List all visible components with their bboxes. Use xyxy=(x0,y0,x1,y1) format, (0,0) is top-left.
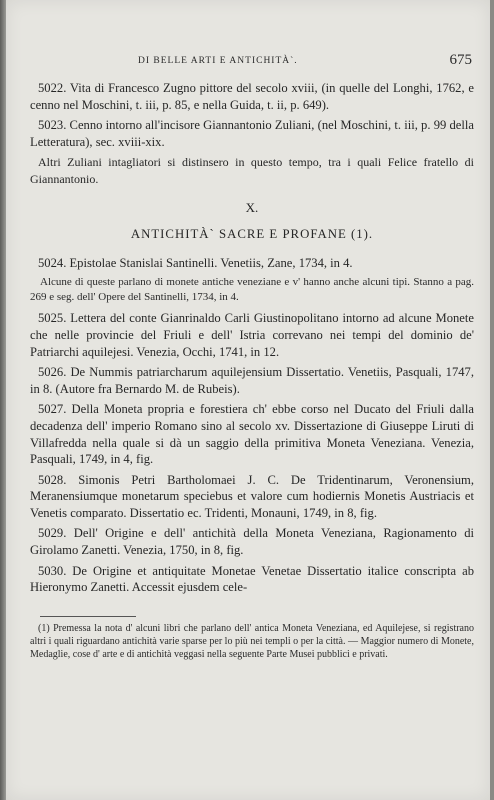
note-zuliani: Altri Zuliani intagliatori si distinsero in questo tempo, tra i quali Felice fratello di Giannantonio. xyxy=(30,155,474,186)
entry-5025: 5025. Lettera del conte Gianrinaldo Carli Giustinopolitano intorno ad alcune Monete che nelle provincie del Friuli e dell' Istria correvano nei tempi del dominio de' Patriarchi aquilejesi. Venezia, Occhi, 1741, in 12. xyxy=(30,311,474,359)
note-5024: Alcune di queste parlano di monete antiche veneziane e v' hanno anche alcuni tipi. Stanno a pag. 269 e seg. dell' Opere del Santinelli, 1734, in 4. xyxy=(30,276,474,303)
entry-5027: 5027. Della Moneta propria e forestiera ch' ebbe corso nel Ducato del Friuli dalla decadenza dell' imperio Romano sino al secolo xv. Dissertazione di Giuseppe Liruti di Villafredda nella quale si dà un saggio della primitiva Moneta Veneziana. Venezia, Pasquali, 1749, in 4, fig. xyxy=(30,402,474,467)
entry-5024: 5024. Epistolae Stanislai Santinelli. Venetiis, Zane, 1734, in 4. xyxy=(38,255,353,270)
section-title: ANTICHITÀ` SACRE E PROFANE (1). xyxy=(130,227,374,242)
footnote: (1) Premessa la nota d' alcuni libri che parlano dell' antica Moneta Veneziana, ed Aquilejese, si registrano altri i quali riguardano antichità varie sparse per lo più nei templi o per la città. — Maggior numero di Monete, Medaglie, cose d' arte e di antichità veggasi nella seguente Parte Musei pubblici e privati. xyxy=(30,623,474,661)
entry-5026: 5026. De Nummis patriarcharum aquilejensium Dissertatio. Venetiis, Pasquali, 1747, in 8. (Autore fra Bernardo M. de Rubeis). xyxy=(30,365,474,396)
page-number: 675 xyxy=(449,52,472,68)
main-text xyxy=(30,80,474,600)
entry-5028: 5028. Simonis Petri Bartholomaei J. C. De Tridentinarum, Veronensium, Meranensiumque monetarum speciebus et valore cum hodiernis Monetis Austriacis et Venetis comparato. Dissertatio ec. Tridenti, Monauni, 1749, in 8, fig. xyxy=(30,472,474,520)
entry-5030: 5030. De Origine et antiquitate Monetae Venetae Dissertatio italice conscripta ab Hieronymo Zanetti. Accessit ejusdem cele- xyxy=(30,563,474,595)
footnote-divider xyxy=(40,616,136,617)
page-header xyxy=(30,52,474,74)
entry-5023: 5023. Cenno intorno all'incisore Giannantonio Zuliani, (nel Moschini, t. iii, p. 99 della Letteratura), sec. xviii-xix. xyxy=(30,118,474,149)
running-title: DI BELLE ARTI E ANTICHITÀ`. xyxy=(138,56,298,66)
entry-5029: 5029. Dell' Origine e dell' antichità della Moneta Veneziana, Ragionamento di Girolamo Zanetti. Venezia, 1750, in 8, fig. xyxy=(30,526,474,558)
section-number: X. xyxy=(245,199,259,215)
entry-5022: 5022. Vita di Francesco Zugno pittore del secolo xviii, (in quelle del Longhi, 1762, e cenno nel Moschini, t. iii, p. 85, e nella Guida, t. ii, p. 649). xyxy=(30,81,474,112)
